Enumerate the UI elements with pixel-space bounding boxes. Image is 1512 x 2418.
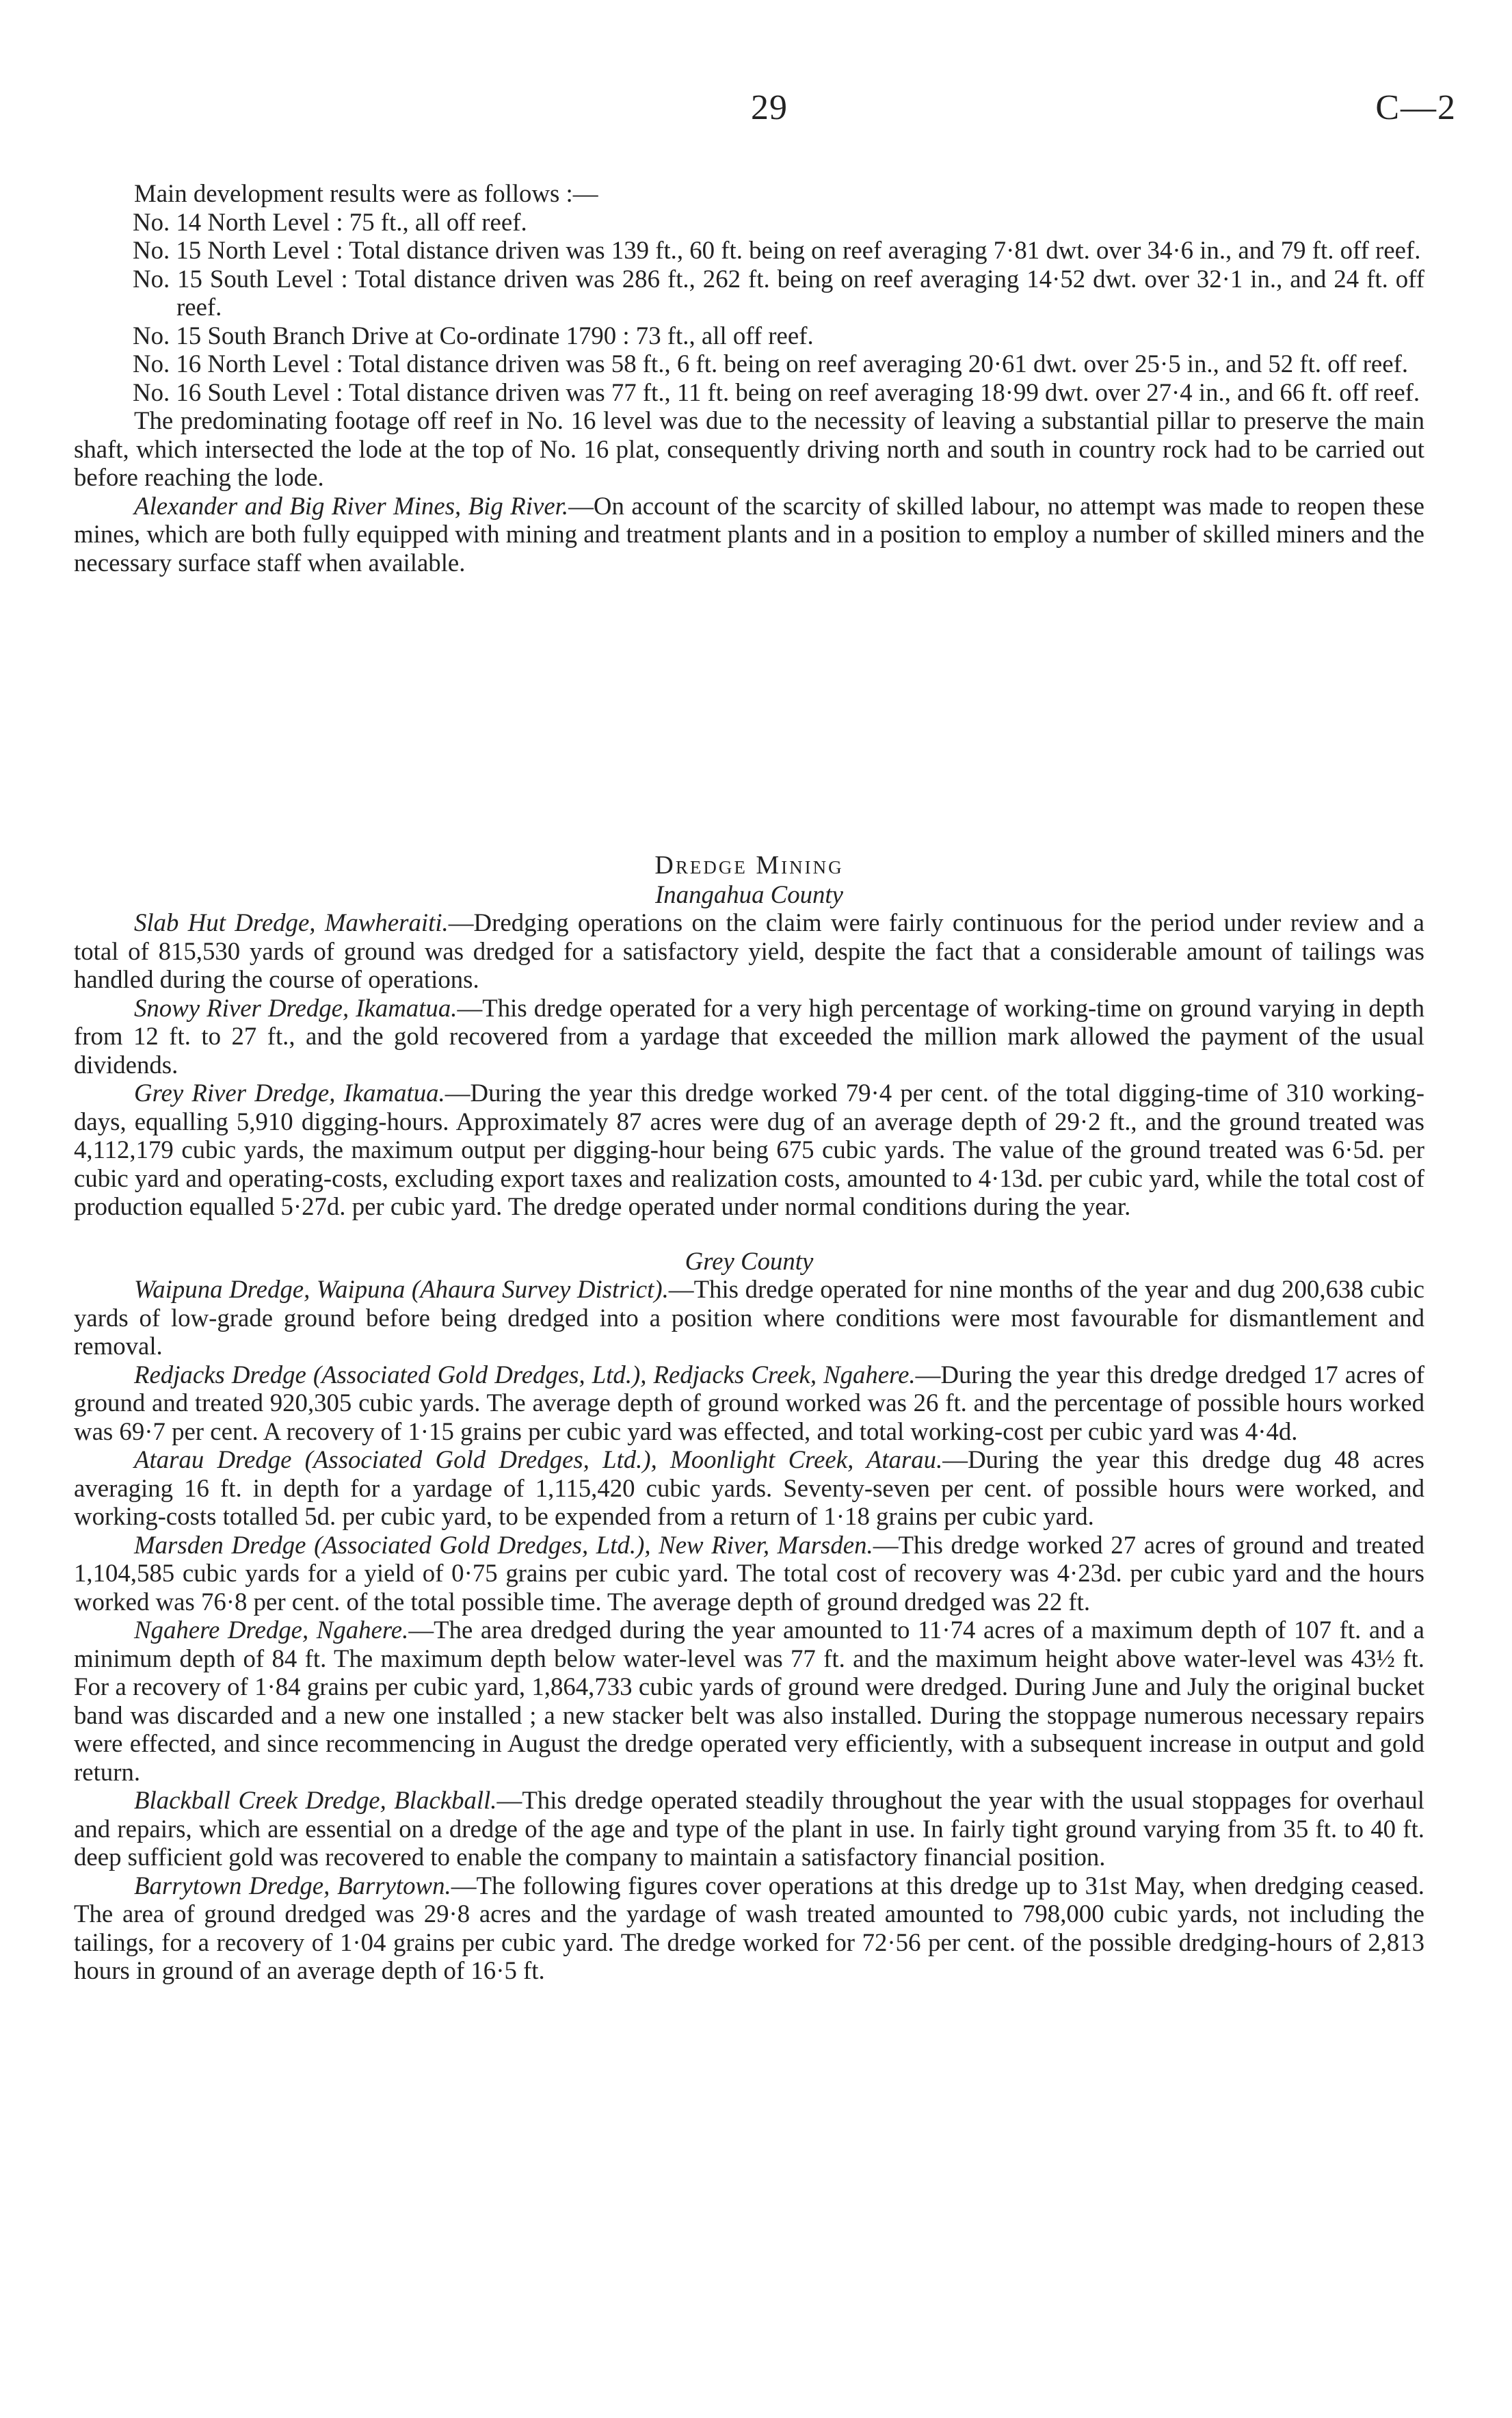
spacer: [74, 1221, 1424, 1247]
result-item: No. 15 South Branch Drive at Co-ordinate 1790 : 73 ft., all off reef.: [133, 321, 814, 350]
result-item: No. 16 North Level : Total distance driven was 58 ft., 6 ft. being on reef averaging 20·61 dwt. over 25·5 in., and 52 ft. off reef.: [133, 350, 1409, 378]
dredge-entry: [74, 1079, 1424, 1221]
lode-mining-section: [74, 179, 1424, 577]
county-heading-inangahua: Inangahua County: [655, 880, 843, 908]
dredge-entry: [74, 1361, 1424, 1446]
dredge-text: —This dredge operated for a very high percentage of working-time on ground varying in depth from 12 ft. to 27 ft., and the gold recovered from a yardage that exceeded the million mark allowed the payment of the usual dividends.: [74, 993, 1425, 1079]
results-intro: Main development results were as follows :—: [134, 179, 598, 207]
dredge-text: —The following figures cover operations at this dredge up to 31st May, when dredging ceased. The area of ground dredged was 29·8 acres and the yardage of wash treated amounted to 798,000 cubic yards, not including the tailings, for a recovery of 1·04 grains per cubic yard. The dredge worked for 72·56 per cent. of the possible dredging-hours of 2,813 hours in ground of an average depth of 16·5 ft.: [74, 1871, 1424, 1984]
result-item: No. 16 South Level : Total distance driven was 77 ft., 11 ft. being on reef averaging 18·99 dwt. over 27·4 in., and 66 ft. off reef.: [133, 378, 1420, 406]
dredge-entry: [74, 994, 1424, 1079]
dredge-title: Atarau Dredge (Associated Gold Dredges, Ltd.), Moonlight Creek, Atarau.: [134, 1445, 943, 1473]
dredge-title: Slab Hut Dredge, Mawheraiti.: [134, 908, 449, 936]
dredge-entry: [74, 1786, 1424, 1871]
dredge-text: —This dredge operated steadily throughout the year with the usual stoppages for overhaul and repairs, which are essential on a dredge of the age and type of the plant in use. In fairly tight ground varying from 35 ft. to 40 ft. deep sufficient gold was recovered to enable the company to maintain a satisfactory financial position.: [74, 1786, 1424, 1871]
dredge-entry: [74, 1531, 1424, 1616]
county-heading-grey: Grey County: [685, 1246, 814, 1275]
page-number: 29: [751, 88, 788, 127]
dredge-title: Waipuna Dredge, Waipuna (Ahaura Survey District).: [134, 1275, 669, 1303]
result-item: No. 15 North Level : Total distance driven was 139 ft., 60 ft. being on reef averaging 7·81 dwt. over 34·6 in., and 79 ft. off reef.: [133, 236, 1421, 264]
result-item: No. 15 South Level : Total distance driven was 286 ft., 262 ft. being on reef averaging 14·52 dwt. over 32·1 in., and 24 ft. off reef.: [133, 264, 1424, 321]
dredge-text: —During the year this dredge dug 48 acres averaging 16 ft. in depth for a yardage of 1,115,420 cubic yards. Seventy-seven per cent. of possible hours were worked, and working-costs totalled 5d. per cubic yard, to be expended from a return of 1·18 grains per cubic yard.: [74, 1445, 1424, 1530]
dredge-entry: [74, 1275, 1424, 1361]
dredge-title: Barrytown Dredge, Barrytown.: [134, 1871, 451, 1900]
document-code: C—2: [1375, 88, 1457, 127]
alexander-title: Alexander and Big River Mines, Big River.: [134, 491, 569, 520]
dredge-title: Snowy River Dredge, Ikamatua.: [134, 993, 457, 1022]
dredge-text: —This dredge operated for nine months of the year and dug 200,638 cubic yards of low-grade ground before being dredged into a position where conditions were most favourable for dismantlement and removal.: [74, 1275, 1424, 1360]
dredge-title: Grey River Dredge, Ikamatua.: [134, 1079, 445, 1107]
dredge-text: —Dredging operations on the claim were fairly continuous for the period under review and a total of 815,530 yards of ground was dredged for a satisfactory yield, despite the fact that a considerable amount of tailings was handled during the course of operations.: [74, 908, 1424, 993]
dredge-entry: [74, 1616, 1424, 1786]
alexander-text: —On account of the scarcity of skilled labour, no attempt was made to reopen these mines, which are both fully equipped with mining and treatment plants and in a position to employ a number of skilled miners and the necessary surface staff when available.: [74, 491, 1424, 577]
dredge-title: Ngahere Dredge, Ngahere.: [134, 1616, 409, 1644]
dredge-entry: [74, 1445, 1424, 1531]
dredge-mining-section: [74, 852, 1424, 1985]
dredge-entry: [74, 908, 1424, 994]
dredge-entry: [74, 1871, 1424, 1985]
footage-note: The predominating footage off reef in No. 16 level was due to the necessity of leaving a substantial pillar to preserve the main shaft, which intersected the lode at the top of No. 16 plat, consequently driving north and south in country rock had to be carried out before reaching the lode.: [74, 406, 1424, 491]
result-item: No. 14 North Level : 75 ft., all off reef.: [133, 207, 527, 236]
dredge-text: —During the year this dredge worked 79·4 per cent. of the total digging-time of 310 working-days, equalling 5,910 digging-hours. Approximately 87 acres were dug of an average depth of 29·2 ft., and the ground treated was 4,112,179 cubic yards, the maximum output per digging-hour being 675 cubic yards. The value of the ground treated was 6·5d. per cubic yard and operating-costs, excluding export taxes and realization costs, amounted to 4·13d. per cubic yard, while the total cost of production equalled 5·27d. per cubic yard. The dredge operated under normal conditions during the year.: [74, 1079, 1424, 1220]
dredge-title: Blackball Creek Dredge, Blackball.: [134, 1786, 497, 1814]
dredge-text: —During the year this dredge dredged 17 acres of ground and treated 920,305 cubic yards. The average depth of ground worked was 26 ft. and the percentage of possible hours worked was 69·7 per cent. A recovery of 1·15 grains per cubic yard was effected, and total working-cost per cubic yard was 4·4d.: [74, 1360, 1425, 1445]
dredge-title: Marsden Dredge (Associated Gold Dredges, Ltd.), New River, Marsden.: [134, 1530, 873, 1559]
dredge-text: —The area dredged during the year amounted to 11·74 acres of a maximum depth of 107 ft. and a minimum depth of 84 ft. The maximum depth below water-level was 77 ft. and the maximum height above water-level was 43½ ft. For a recovery of 1·84 grains per cubic yard, 1,864,733 cubic yards of ground were dredged. During June and July the original bucket band was discarded and a new one installed ; a new stacker belt was also installed. During the stoppage numerous necessary repairs were effected, and since recommencing in August the dredge operated very efficiently, with a subsequent increase in output and gold return.: [74, 1616, 1424, 1786]
alexander-paragraph: [74, 492, 1424, 577]
section-heading: Dredge Mining: [654, 851, 844, 880]
dredge-title: Redjacks Dredge (Associated Gold Dredges, Ltd.), Redjacks Creek, Ngahere.: [134, 1360, 916, 1389]
dredge-text: —This dredge worked 27 acres of ground and treated 1,104,585 cubic yards for a yield of 0·75 grains per cubic yard. The total cost of recovery was 4·23d. per cubic yard and the hours worked was 76·8 per cent. of the total possible time. The average depth of ground dredged was 22 ft.: [74, 1530, 1424, 1616]
